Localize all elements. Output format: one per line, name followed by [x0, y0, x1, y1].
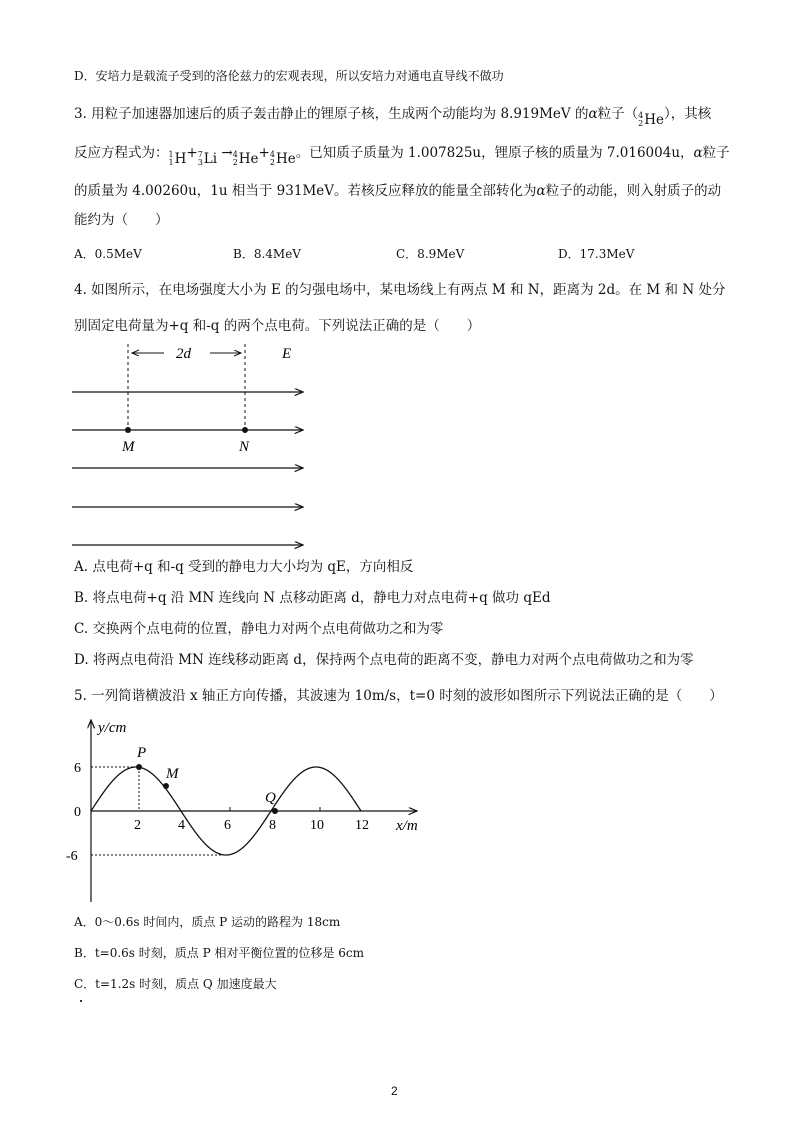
- nuclear-equation: 1 1 H+ 7 3 Li → 4 2 He+ 4 2 He: [168, 145, 296, 167]
- q3-option-c: C．8.9MeV: [396, 247, 465, 261]
- q5-option-a: A．0～0.6s 时间内，质点 P 运动的路程为 18cm: [74, 915, 341, 929]
- alpha-symbol: α: [536, 183, 546, 199]
- q4-line-2: 别固定电荷量为+q 和-q 的两个点电荷。下列说法正确的是（ ）: [74, 318, 481, 334]
- q3-text-3a: 的质量为 4.00260u，1u 相当于 931MeV。若核反应释放的能量全部转化为: [74, 183, 537, 199]
- y-tick-6: 6: [74, 761, 81, 776]
- q3-text-2a: 反应方程式为：: [74, 145, 169, 161]
- q3-line-4: 能约为（ ）: [74, 212, 169, 228]
- field-label: E: [282, 346, 292, 362]
- y-tick-minus6: -6: [66, 849, 78, 864]
- q5-line-1: 5. 一列简谐横波沿 x 轴正方向传播，其波速为 10m/s，t=0 时刻的波形如图所示下列说法正确的是（ ）: [74, 688, 723, 704]
- x-tick-label-6: 6: [224, 818, 231, 833]
- electric-field-figure: [60, 338, 320, 558]
- wave-figure: [60, 712, 430, 908]
- x-tick-label-10: 10: [310, 818, 324, 833]
- q4-line-1: 4. 如图所示，在电场强度大小为 E 的匀强电场中，某电场线上有两点 M 和 N，距离为 2d。在 M 和 N 处分: [74, 282, 726, 298]
- x-tick-label-4: 4: [178, 818, 185, 833]
- point-p-label: P: [137, 745, 147, 761]
- page-number: 2: [391, 1084, 398, 1098]
- q3-option-a: A．0.5MeV: [74, 247, 142, 261]
- point-m-label: M: [166, 766, 179, 782]
- x-axis-label: x/m: [396, 818, 418, 834]
- point-m-label: M: [122, 439, 135, 455]
- helium-nuclide: 4 2 He: [638, 111, 664, 128]
- q3-option-b: B．8.4MeV: [233, 247, 301, 261]
- q3-text-1a: 3. 用粒子加速器加速后的质子轰击静止的锂原子核，生成两个动能均为 8.919MeV 的: [74, 106, 589, 122]
- q3-text-2b: 。已知质子质量为 1.007825u，锂原子核的质量为 7.016004u，: [295, 145, 694, 161]
- q3-line-2: [74, 143, 730, 169]
- q4-option-c: C. 交换两个点电荷的位置，静电力对两个点电荷做功之和为零: [74, 621, 444, 637]
- stray-dot: [80, 1000, 82, 1002]
- point-q-label: Q: [265, 790, 276, 806]
- y-axis-label: y/cm: [98, 720, 127, 736]
- q4-option-b: B. 将点电荷+q 沿 MN 连线向 N 点移动距离 d，静电力对点电荷+q 做功 qEd: [74, 590, 551, 606]
- point-q-dot: [272, 808, 278, 814]
- point-n-dot: [242, 427, 248, 433]
- q3-line-3: [74, 181, 721, 201]
- prev-option-d: D．安培力是载流子受到的洛伦兹力的宏观表现，所以安培力对通电直导线不做功: [74, 69, 504, 83]
- y-tick-0: 0: [74, 805, 81, 820]
- q4-option-a: A. 点电荷+q 和-q 受到的静电力大小均为 qE，方向相反: [74, 559, 414, 575]
- q3-text-3b: 粒子的动能，则入射质子的动: [545, 183, 722, 199]
- q3-text-1c: ），其核: [663, 106, 712, 122]
- point-n-label: N: [239, 439, 250, 455]
- q5-option-b: B．t=0.6s 时刻，质点 P 相对平衡位置的位移是 6cm: [74, 946, 365, 960]
- x-tick-label-12: 12: [355, 818, 369, 833]
- q5-option-c: C．t=1.2s 时刻，质点 Q 加速度最大: [74, 977, 277, 991]
- q4-option-d: D. 将两点电荷沿 MN 连线移动距离 d，保持两个点电荷的距离不变，静电力对两个点电荷做功之和为零: [74, 652, 694, 668]
- x-tick-label-2: 2: [134, 818, 141, 833]
- point-p-dot: [136, 764, 142, 770]
- alpha-symbol: α: [693, 145, 703, 161]
- alpha-symbol: α: [588, 106, 598, 122]
- q3-text-2c: 粒子: [702, 145, 730, 161]
- q3-option-d: D．17.3MeV: [558, 247, 635, 261]
- x-tick-label-8: 8: [269, 818, 276, 833]
- point-m-dot: [125, 427, 131, 433]
- q3-line-1: [74, 104, 711, 130]
- distance-label: 2d: [176, 346, 191, 362]
- q3-text-1b: 粒子（: [597, 106, 639, 122]
- point-m-dot: [163, 783, 169, 789]
